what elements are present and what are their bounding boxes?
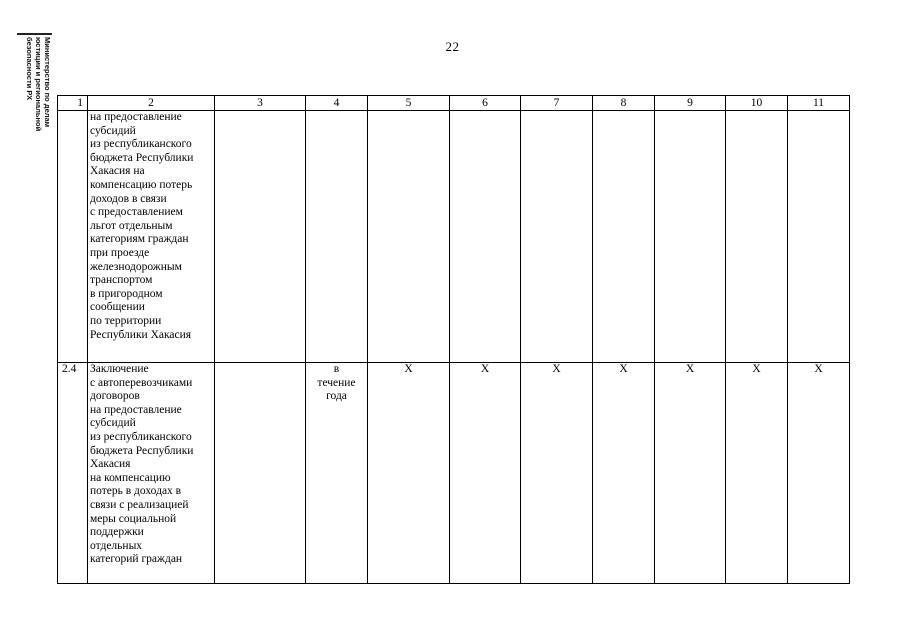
mark-cell-8: Х xyxy=(593,363,655,584)
mark-cell-7 xyxy=(521,111,593,363)
executor-cell xyxy=(215,111,306,363)
mark-cell-10: Х xyxy=(726,363,788,584)
mark-cell-11 xyxy=(788,111,850,363)
mark-cell-11: Х xyxy=(788,363,850,584)
measure-name: Заключение с автоперевозчиками договоров на предоставление субсидий из республиканского бюджета Республики Хакасия на компенсацию потерь в доходах в связи с реализацией меры социальной поддержки отдельных категорий граждан xyxy=(88,363,215,584)
table-row xyxy=(58,363,850,584)
mark-cell-6 xyxy=(450,111,521,363)
column-header-1: 1 xyxy=(58,96,88,111)
stamp-line-2: юстиции и региональной xyxy=(34,37,43,132)
column-header-4: 4 xyxy=(306,96,368,111)
column-header-6: 6 xyxy=(450,96,521,111)
page-number: 22 xyxy=(445,39,460,54)
column-header-9: 9 xyxy=(655,96,726,111)
plan-table xyxy=(57,95,850,584)
row-number xyxy=(58,111,88,363)
mark-cell-8 xyxy=(593,111,655,363)
registration-stamp xyxy=(17,33,52,139)
column-header-11: 11 xyxy=(788,96,850,111)
mark-cell-5 xyxy=(368,111,450,363)
column-header-3: 3 xyxy=(215,96,306,111)
column-header-10: 10 xyxy=(726,96,788,111)
column-number-row xyxy=(58,96,850,111)
table-row xyxy=(58,111,850,363)
term-cell: в течение года xyxy=(306,363,368,584)
mark-cell-9 xyxy=(655,111,726,363)
mark-cell-6: Х xyxy=(450,363,521,584)
row-number: 2.4 xyxy=(58,363,88,584)
column-header-8: 8 xyxy=(593,96,655,111)
mark-cell-10 xyxy=(726,111,788,363)
mark-cell-5: Х xyxy=(368,363,450,584)
mark-cell-7: Х xyxy=(521,363,593,584)
stamp-line-1: Министерство по делам xyxy=(43,37,52,128)
column-header-2: 2 xyxy=(88,96,215,111)
term-cell xyxy=(306,111,368,363)
mark-cell-9: Х xyxy=(655,363,726,584)
column-header-5: 5 xyxy=(368,96,450,111)
executor-cell xyxy=(215,363,306,584)
column-header-7: 7 xyxy=(521,96,593,111)
measure-name: на предоставление субсидий из республиканского бюджета Республики Хакасия на компенсацию потерь доходов в связи с предоставлением льгот отдельным категориям граждан при проезде железнодорожным транспортом в пригородном сообщении по территории Республики Хакасия xyxy=(88,111,215,363)
stamp-line-3: безопасности РХ xyxy=(25,37,34,101)
